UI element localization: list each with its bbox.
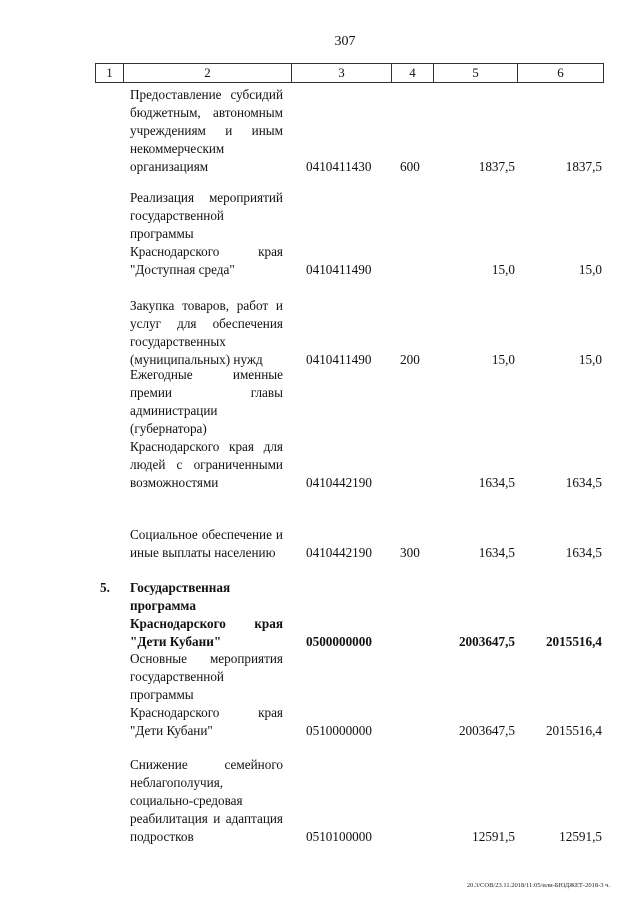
- row-name: Предоставление субсидий бюджетным, автономным учреждениям и иным некоммерческим организациям: [130, 87, 283, 174]
- row-code: 0410442190: [306, 545, 372, 560]
- header-col-2: 2: [123, 64, 291, 82]
- header-col-3: 3: [291, 64, 391, 82]
- row-value-2019: 15,0: [578, 262, 602, 277]
- row-name: Социальное обеспечение и иные выплаты населению: [130, 527, 283, 560]
- row-code: 0510100000: [306, 829, 372, 844]
- footer-doc-stamp: 20.3/СОВ/23.11.2018/11:05/или-БЮДЖЕТ-2018-3 ч.: [466, 882, 610, 889]
- table-row: [0, 651, 640, 740]
- row-code: 0410411430: [306, 159, 372, 174]
- row-code: 0510000000: [306, 723, 372, 738]
- row-value-2019: 2015516,4: [545, 723, 602, 738]
- row-expense-type: 300: [400, 545, 420, 560]
- row-value-2018: 2003647,5: [458, 723, 515, 738]
- table-row: [0, 297, 640, 369]
- row-value-2018: 15,0: [491, 352, 515, 367]
- row-expense-type: 200: [400, 352, 420, 367]
- table-row: [0, 756, 640, 846]
- table-row: [0, 367, 640, 492]
- table-row: [0, 86, 640, 176]
- row-value-2018: 15,0: [491, 262, 515, 277]
- row-expense-type: 600: [400, 159, 420, 174]
- table-header: [95, 63, 604, 83]
- header-col-1: 1: [106, 65, 113, 80]
- header-col-4: 4: [391, 64, 433, 82]
- row-code: 0500000000: [306, 634, 372, 649]
- row-name: Закупка товаров, работ и услуг для обеспечения государственных (муниципальных) нужд: [130, 298, 283, 367]
- row-code: 0410442190: [306, 475, 372, 490]
- row-number: 5.: [100, 580, 110, 595]
- row-value-2018: 1634,5: [478, 545, 515, 560]
- row-name: Ежегодные именные премии главы администрации (губернатора) Краснодарского края для людей с ограниченными возможностями: [130, 367, 283, 490]
- row-name: Основные мероприятия государственной программы Краснодарского края "Дети Кубани": [130, 651, 283, 738]
- header-col-5: 5: [433, 64, 517, 82]
- header-col-6: 6: [517, 64, 603, 82]
- row-name: Реализация мероприятий государственной программы Краснодарского края "Доступная среда": [130, 190, 283, 277]
- page-number: 307: [334, 34, 356, 49]
- table-row: [0, 508, 640, 562]
- row-value-2019: 2015516,4: [545, 634, 602, 649]
- row-name: Государственная программа Краснодарского края "Дети Кубани": [130, 580, 283, 649]
- row-value-2019: 15,0: [578, 352, 602, 367]
- table-row: [0, 189, 640, 279]
- table-row-program: [0, 579, 640, 651]
- row-value-2018: 2003647,5: [458, 634, 515, 649]
- row-code: 0410411490: [306, 352, 372, 367]
- row-value-2019: 1634,5: [565, 475, 602, 490]
- row-code: 0410411490: [306, 262, 372, 277]
- row-value-2018: 1634,5: [478, 475, 515, 490]
- row-value-2019: 1837,5: [565, 159, 602, 174]
- row-value-2018: 1837,5: [478, 159, 515, 174]
- row-value-2019: 12591,5: [559, 829, 602, 844]
- row-value-2019: 1634,5: [565, 545, 602, 560]
- row-name: Снижение семейного неблагополучия, социально-средовая реабилитация и адаптация подростков: [130, 757, 283, 844]
- row-value-2018: 12591,5: [472, 829, 515, 844]
